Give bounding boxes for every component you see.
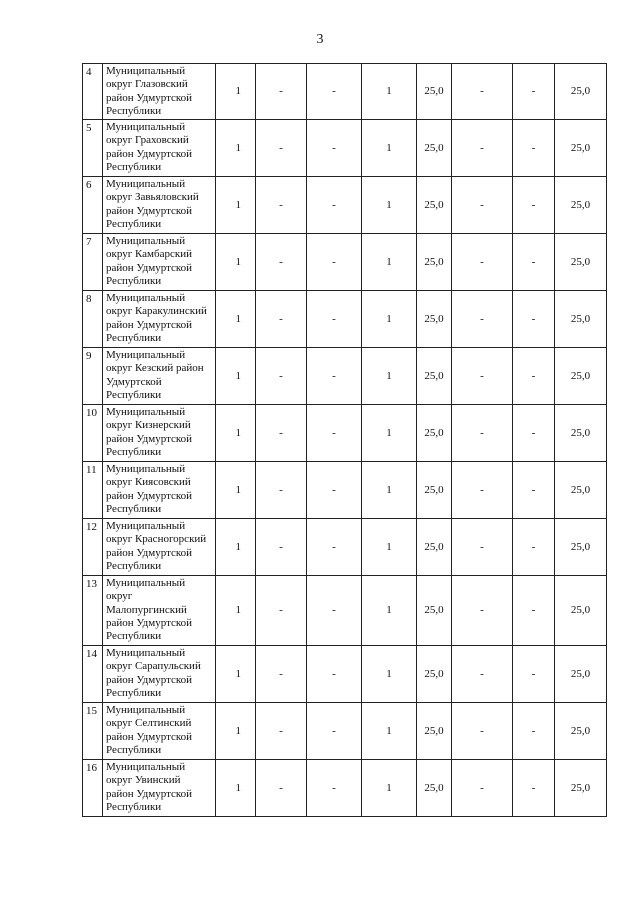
value-cell-2: - [256, 703, 307, 760]
value-cell-5: 25,0 [417, 177, 452, 234]
page-number: 3 [316, 32, 324, 47]
value-cell-4: 1 [362, 646, 417, 703]
value-cell-2: - [256, 234, 307, 291]
value-cell-6: - [452, 576, 513, 646]
row-number-cell: 4 [83, 64, 103, 120]
value-cell-1: 1 [216, 405, 256, 462]
value-cell-6: - [452, 234, 513, 291]
municipality-name-cell: Муниципальный округ Селтинский район Удмуртской Республики [103, 703, 216, 760]
value-cell-5: 25,0 [417, 519, 452, 576]
value-cell-3: - [307, 120, 362, 177]
value-cell-1: 1 [216, 348, 256, 405]
value-cell-6: - [452, 462, 513, 519]
value-cell-2: - [256, 405, 307, 462]
table-row [83, 646, 607, 703]
value-cell-8: 25,0 [555, 64, 607, 120]
value-cell-1: 1 [216, 760, 256, 817]
value-cell-8: 25,0 [555, 703, 607, 760]
value-cell-7: - [513, 120, 555, 177]
row-number-cell: 10 [83, 405, 103, 462]
value-cell-7: - [513, 291, 555, 348]
value-cell-1: 1 [216, 703, 256, 760]
value-cell-7: - [513, 405, 555, 462]
value-cell-7: - [513, 760, 555, 817]
value-cell-3: - [307, 177, 362, 234]
value-cell-8: 25,0 [555, 177, 607, 234]
value-cell-2: - [256, 760, 307, 817]
value-cell-3: - [307, 405, 362, 462]
value-cell-2: - [256, 120, 307, 177]
table-row [83, 519, 607, 576]
value-cell-4: 1 [362, 64, 417, 120]
value-cell-3: - [307, 348, 362, 405]
table-row [83, 576, 607, 646]
value-cell-6: - [452, 760, 513, 817]
row-number-cell: 7 [83, 234, 103, 291]
row-number-cell: 9 [83, 348, 103, 405]
value-cell-1: 1 [216, 462, 256, 519]
value-cell-2: - [256, 519, 307, 576]
value-cell-7: - [513, 64, 555, 120]
value-cell-7: - [513, 703, 555, 760]
value-cell-8: 25,0 [555, 646, 607, 703]
table-row [83, 234, 607, 291]
table-row [83, 348, 607, 405]
municipality-name-cell: Муниципальный округ Увинский район Удмуртской Республики [103, 760, 216, 817]
value-cell-7: - [513, 519, 555, 576]
value-cell-7: - [513, 177, 555, 234]
value-cell-5: 25,0 [417, 703, 452, 760]
municipality-name-cell: Муниципальный округ Красногорский район Удмуртской Республики [103, 519, 216, 576]
value-cell-5: 25,0 [417, 64, 452, 120]
value-cell-5: 25,0 [417, 291, 452, 348]
value-cell-8: 25,0 [555, 760, 607, 817]
value-cell-6: - [452, 64, 513, 120]
value-cell-3: - [307, 703, 362, 760]
table-row [83, 760, 607, 817]
value-cell-1: 1 [216, 519, 256, 576]
value-cell-4: 1 [362, 348, 417, 405]
row-number-cell: 16 [83, 760, 103, 817]
value-cell-2: - [256, 646, 307, 703]
table-row [83, 703, 607, 760]
value-cell-3: - [307, 64, 362, 120]
value-cell-3: - [307, 760, 362, 817]
value-cell-2: - [256, 177, 307, 234]
value-cell-7: - [513, 576, 555, 646]
value-cell-4: 1 [362, 760, 417, 817]
municipality-name-cell: Муниципальный округ Каракулинский район Удмуртской Республики [103, 291, 216, 348]
value-cell-4: 1 [362, 291, 417, 348]
value-cell-1: 1 [216, 576, 256, 646]
municipality-name-cell: Муниципальный округ Граховский район Удмуртской Республики [103, 120, 216, 177]
value-cell-5: 25,0 [417, 646, 452, 703]
value-cell-4: 1 [362, 405, 417, 462]
table-row [83, 177, 607, 234]
value-cell-1: 1 [216, 64, 256, 120]
value-cell-5: 25,0 [417, 405, 452, 462]
value-cell-1: 1 [216, 120, 256, 177]
table-row [83, 462, 607, 519]
table-row [83, 405, 607, 462]
value-cell-1: 1 [216, 234, 256, 291]
municipality-name-cell: Муниципальный округ Глазовский район Удмуртской Республики [103, 64, 216, 120]
value-cell-5: 25,0 [417, 120, 452, 177]
value-cell-4: 1 [362, 576, 417, 646]
value-cell-3: - [307, 234, 362, 291]
value-cell-3: - [307, 519, 362, 576]
municipality-name-cell: Муниципальный округ Завьяловский район Удмуртской Республики [103, 177, 216, 234]
table-row [83, 120, 607, 177]
municipality-name-cell: Муниципальный округ Кизнерский район Удмуртской Республики [103, 405, 216, 462]
value-cell-8: 25,0 [555, 519, 607, 576]
value-cell-6: - [452, 348, 513, 405]
value-cell-7: - [513, 646, 555, 703]
value-cell-2: - [256, 576, 307, 646]
row-number-cell: 12 [83, 519, 103, 576]
row-number-cell: 13 [83, 576, 103, 646]
value-cell-4: 1 [362, 120, 417, 177]
value-cell-5: 25,0 [417, 348, 452, 405]
row-number-cell: 8 [83, 291, 103, 348]
municipality-name-cell: Муниципальный округ Камбарский район Удмуртской Республики [103, 234, 216, 291]
table-row [83, 64, 607, 120]
value-cell-4: 1 [362, 703, 417, 760]
municipality-name-cell: Муниципальный округ Кезский район Удмуртской Республики [103, 348, 216, 405]
value-cell-6: - [452, 646, 513, 703]
value-cell-6: - [452, 519, 513, 576]
row-number-cell: 14 [83, 646, 103, 703]
value-cell-8: 25,0 [555, 348, 607, 405]
value-cell-8: 25,0 [555, 462, 607, 519]
value-cell-1: 1 [216, 646, 256, 703]
municipality-name-cell: Муниципальный округ Сарапульский район Удмуртской Республики [103, 646, 216, 703]
value-cell-7: - [513, 234, 555, 291]
row-number-cell: 5 [83, 120, 103, 177]
table-row [83, 291, 607, 348]
value-cell-4: 1 [362, 462, 417, 519]
value-cell-5: 25,0 [417, 576, 452, 646]
value-cell-8: 25,0 [555, 120, 607, 177]
value-cell-3: - [307, 291, 362, 348]
municipality-name-cell: Муниципальный округ Киясовский район Удмуртской Республики [103, 462, 216, 519]
value-cell-4: 1 [362, 519, 417, 576]
value-cell-1: 1 [216, 177, 256, 234]
value-cell-4: 1 [362, 234, 417, 291]
value-cell-6: - [452, 405, 513, 462]
value-cell-2: - [256, 291, 307, 348]
value-cell-8: 25,0 [555, 291, 607, 348]
row-number-cell: 6 [83, 177, 103, 234]
value-cell-5: 25,0 [417, 234, 452, 291]
value-cell-7: - [513, 462, 555, 519]
municipality-name-cell: Муниципальный округ Малопургинский район Удмуртской Республики [103, 576, 216, 646]
value-cell-2: - [256, 462, 307, 519]
value-cell-6: - [452, 177, 513, 234]
value-cell-6: - [452, 291, 513, 348]
value-cell-5: 25,0 [417, 760, 452, 817]
value-cell-7: - [513, 348, 555, 405]
value-cell-6: - [452, 703, 513, 760]
value-cell-2: - [256, 348, 307, 405]
value-cell-5: 25,0 [417, 462, 452, 519]
value-cell-2: - [256, 64, 307, 120]
value-cell-8: 25,0 [555, 405, 607, 462]
value-cell-8: 25,0 [555, 234, 607, 291]
value-cell-1: 1 [216, 291, 256, 348]
value-cell-6: - [452, 120, 513, 177]
municipal-data-table [82, 63, 607, 817]
row-number-cell: 15 [83, 703, 103, 760]
value-cell-3: - [307, 646, 362, 703]
value-cell-8: 25,0 [555, 576, 607, 646]
value-cell-4: 1 [362, 177, 417, 234]
row-number-cell: 11 [83, 462, 103, 519]
value-cell-3: - [307, 576, 362, 646]
table-body [83, 64, 607, 817]
value-cell-3: - [307, 462, 362, 519]
